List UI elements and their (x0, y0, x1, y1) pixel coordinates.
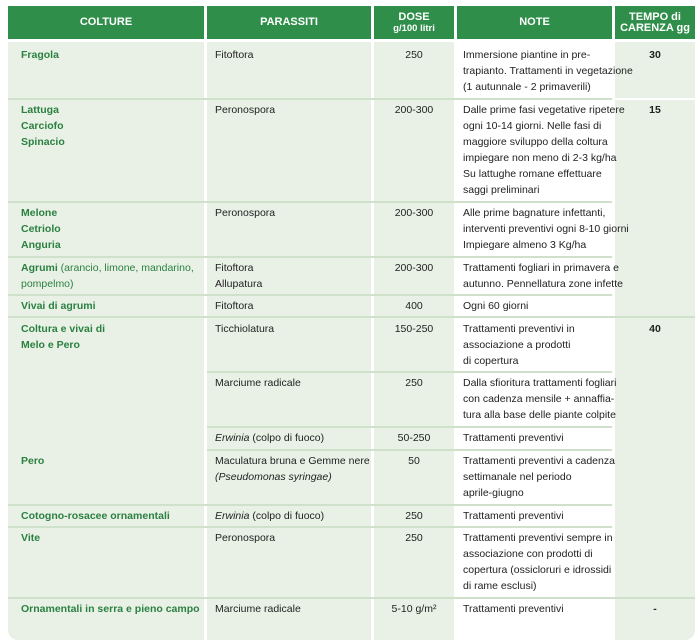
parassita-pero-2: (Pseudomonas syringae) (215, 471, 332, 483)
note-pero-2: settimanale nel periodo (463, 471, 572, 483)
note-vivai: Ogni 60 giorni (463, 300, 529, 312)
row-divider (8, 294, 612, 296)
note-pero-1: Trattamenti preventivi a cadenza (463, 455, 615, 467)
parassita-ornamentali: Marciume radicale (215, 603, 301, 615)
parassita-ticchiolatura: Ticchiolatura (215, 323, 275, 335)
note-lattuga-3: maggiore sviluppo della coltura (463, 136, 608, 148)
crop-spinacio: Spinacio (21, 136, 65, 148)
parassita-erwinia-rest: (colpo di fuoco) (249, 432, 325, 444)
note-ticchiolatura-3: di copertura (463, 355, 519, 367)
parassita-cotogno (215, 508, 324, 524)
note-agrumi-1: Trattamenti fogliari in primavera e (463, 262, 620, 274)
crop-ornamentali: Ornamentali in serra e pieno campo (21, 603, 200, 615)
note-melone-3: Impiegare almeno 3 Kg/ha (463, 239, 587, 251)
parassita-cotogno-rest: (colpo di fuoco) (249, 510, 325, 522)
header-colture (8, 6, 204, 39)
crop-vivai-agrumi: Vivai di agrumi (21, 300, 96, 312)
dose-erwinia: 50-250 (397, 432, 431, 444)
row-divider (8, 504, 612, 506)
note-marciume-2: con cadenza mensile + annaffia- (463, 393, 615, 405)
parassita-vivai: Fitoftora (215, 300, 254, 312)
note-marciume-3: tura alla base delle piante colpite (463, 409, 616, 421)
crop-agrumi-extra: (arancio, limone, mandarino, (57, 262, 194, 274)
crop-cotogno: Cotogno-rosacee ornamentali (21, 510, 170, 522)
note-lattuga-5: Su lattughe romane effettuare (463, 168, 602, 180)
row-divider (8, 316, 695, 318)
row-divider (207, 449, 612, 451)
note-vite-3: copertura (ossicloruri e idrossidi (463, 564, 612, 576)
note-fragola-3: (1 autunnale - 2 primaverili) (463, 81, 591, 93)
header-carenza (615, 6, 695, 39)
crop-agrumi (21, 260, 194, 276)
note-melone-1: Alle prime bagnature infettanti, (463, 207, 606, 219)
note-ornamentali: Trattamenti preventivi (463, 603, 564, 615)
note-vite-4: di rame esclusi) (463, 580, 537, 592)
header-note-label: NOTE (519, 16, 550, 28)
dose-agrumi: 200-300 (394, 262, 434, 274)
parassita-vite: Peronospora (215, 532, 276, 544)
note-fragola-2: trapianto. Trattamenti in vegetazione (463, 65, 633, 77)
column-carenza-bg (615, 42, 695, 640)
parassita-melone: Peronospora (215, 207, 276, 219)
crop-anguria: Anguria (21, 239, 61, 251)
row-divider (8, 597, 695, 599)
dose-lattuga: 200-300 (394, 104, 434, 116)
note-lattuga-2: ogni 10-14 giorni. Nelle fasi di (463, 120, 602, 132)
crop-pero: Pero (21, 455, 45, 467)
header-colture-label: COLTURE (79, 16, 133, 28)
crop-cetriolo: Cetriolo (21, 223, 61, 235)
note-cotogno: Trattamenti preventivi (463, 510, 564, 522)
column-dose-bg (374, 42, 454, 640)
parassita-agrumi-2: Allupatura (215, 278, 263, 290)
note-ticchiolatura-2: associazione a prodotti (463, 339, 571, 351)
dose-marciume: 250 (405, 377, 423, 389)
header-parassiti (207, 6, 371, 39)
parassita-fragola: Fitoftora (215, 49, 254, 61)
carenza-melo: 40 (649, 323, 661, 335)
parassita-cotogno-italic: Erwinia (215, 510, 250, 522)
note-agrumi-2: autunno. Pennellatura zone infette (463, 278, 623, 290)
crop-vite: Vite (21, 532, 41, 544)
dose-cotogno: 250 (405, 510, 423, 522)
crop-melone: Melone (21, 207, 58, 219)
parassita-erwinia (215, 430, 324, 446)
dose-melone: 200-300 (394, 207, 434, 219)
crop-carciofo: Carciofo (21, 120, 64, 132)
dose-ticchiolatura: 150-250 (394, 323, 434, 335)
header-parassiti-label: PARASSITI (260, 16, 318, 28)
parassita-lattuga: Peronospora (215, 104, 276, 116)
header-carenza-line2: CARENZA gg (620, 21, 690, 34)
dose-fragola: 250 (405, 49, 423, 61)
note-vite-1: Trattamenti preventivi sempre in (463, 532, 613, 544)
crop-fragola: Fragola (21, 49, 59, 61)
parassita-erwinia-italic: Erwinia (215, 432, 250, 444)
parassita-marciume: Marciume radicale (215, 377, 301, 389)
row-divider (8, 256, 612, 258)
crop-agrumi-extra-2: pompelmo) (21, 278, 74, 290)
parassita-agrumi-1: Fitoftora (215, 262, 254, 274)
note-lattuga-1: Dalle prime fasi vegetative ripetere (463, 104, 625, 116)
note-pero-3: aprile-giugno (463, 487, 524, 499)
note-melone-2: interventi preventivi ogni 8-10 giorni (463, 223, 629, 235)
carenza-fragola: 30 (649, 49, 661, 61)
carenza-lattuga: 15 (649, 104, 661, 116)
row-divider (207, 371, 612, 373)
note-lattuga-4: impiegare non meno di 2-3 kg/ha (463, 152, 617, 164)
header-dose (374, 6, 454, 39)
column-parassiti-bg (207, 42, 371, 640)
row-divider (8, 98, 612, 100)
row-divider (8, 201, 612, 203)
dose-vivai: 400 (405, 300, 423, 312)
header-carenza-line1: TEMPO di (629, 10, 681, 23)
note-vite-2: associazione con prodotti di (463, 548, 593, 560)
carenza-divider (615, 98, 695, 100)
header-note (457, 6, 612, 39)
carenza-ornamentali: - (653, 603, 657, 615)
row-divider (207, 426, 612, 428)
dose-pero: 50 (408, 455, 420, 467)
crop-melo-2: Melo e Pero (21, 339, 80, 351)
dose-ornamentali: 5-10 g/m² (391, 603, 437, 615)
crop-lattuga: Lattuga (21, 104, 59, 116)
note-lattuga-6: saggi preliminari (463, 184, 540, 196)
note-fragola-1: Immersione piantine in pre- (463, 49, 591, 61)
row-divider (8, 526, 612, 528)
crop-agrumi-name: Agrumi (21, 262, 58, 274)
note-erwinia: Trattamenti preventivi (463, 432, 564, 444)
header-dose-unit: g/100 litri (393, 22, 435, 34)
dose-vite: 250 (405, 532, 423, 544)
note-marciume-1: Dalla sfioritura trattamenti fogliari (463, 377, 617, 389)
parassita-pero-1: Maculatura bruna e Gemme nere (215, 455, 370, 467)
crop-melo-1: Coltura e vivai di (21, 323, 106, 335)
header-dose-label: DOSE (398, 10, 430, 23)
note-ticchiolatura-1: Trattamenti preventivi in (463, 323, 575, 335)
